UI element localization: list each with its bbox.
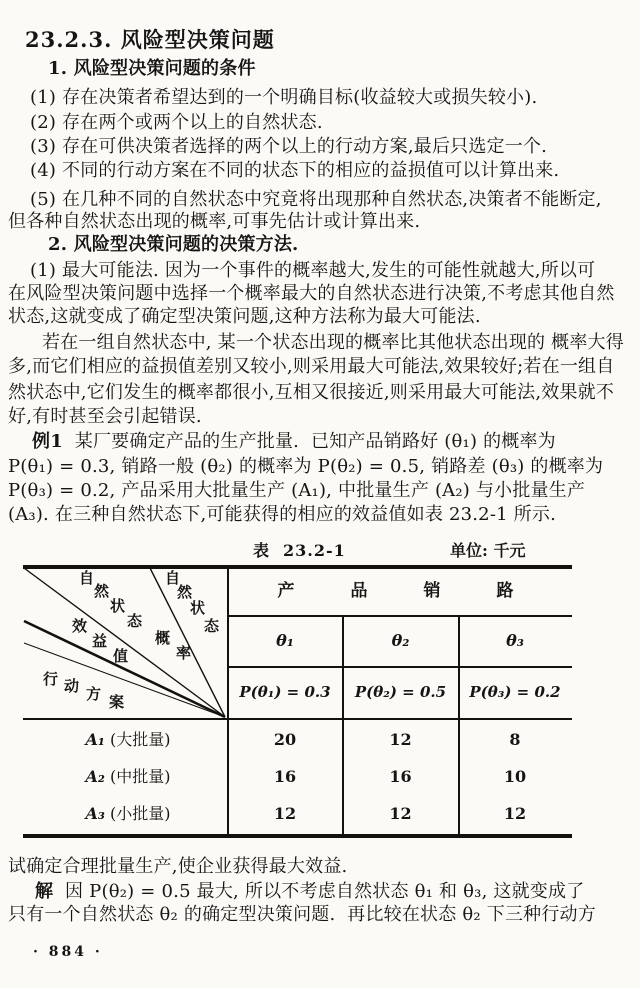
corner-label-char: 状: [110, 597, 126, 615]
corner-label-char: 方: [86, 685, 102, 703]
column-group-header: 产品销路: [277, 581, 570, 601]
line-text: 只有一个自然状态 θ₂ 的确定型决策问题. 再比较在状态 θ₂ 下三种行动方: [8, 904, 596, 925]
corner-label-char: 效: [72, 617, 88, 635]
corner-label-char: 态: [204, 617, 220, 635]
line-lead: 2. 风险型决策问题的决策方法.: [48, 234, 299, 255]
line-text: (2) 存在两个或两个以上的自然状态.: [30, 112, 323, 133]
text-line: [8, 382, 614, 403]
action-var: A₁: [85, 730, 105, 749]
page-number: · 884 ·: [33, 944, 103, 960]
probability-cell: P(θ₁) = 0.3: [239, 683, 331, 701]
line-text: (4) 不同的行动方案在不同的状态下的相应的益损值可以计算出来.: [30, 160, 560, 181]
corner-label-char: 动: [64, 677, 80, 695]
action-var: A₂: [85, 767, 105, 786]
line-text: P(θ₃) = 0.2, 产品采用大批量生产 (A₁), 中批量生产 (A₂) 与小批量生产: [8, 480, 586, 501]
line-text: (A₃). 在三种自然状态下,可能获得的相应的效益值如表 23.2-1 所示.: [8, 504, 556, 525]
line-text: 试确定合理批量生产,使企业获得最大效益.: [8, 856, 348, 877]
value-cell: 16: [273, 767, 297, 786]
caption-label: 表: [253, 541, 270, 560]
line-lead: 例1: [32, 431, 63, 452]
corner-label-char: 自: [79, 569, 95, 587]
probability-cell: P(θ₂) = 0.5: [354, 683, 447, 701]
line-lead: 解: [35, 881, 54, 902]
value-cell: 12: [503, 804, 527, 823]
corner-label-char: 自: [165, 569, 181, 587]
text-line: [8, 904, 596, 925]
line-text: 状态,这就变成了确定型决策问题,这种方法称为最大可能法.: [8, 306, 481, 327]
line-text: 多,而它们相应的益损值差别又较小,则采用最大可能法,效果较好;若在一组自: [8, 356, 615, 377]
table-caption: [253, 538, 346, 561]
caption-number: 23.2-1: [283, 541, 346, 560]
corner-label-char: 率: [176, 644, 192, 662]
text-line: [8, 406, 202, 427]
probability-cell: P(θ₃) = 0.2: [469, 683, 561, 701]
text-line: [35, 881, 584, 902]
line-text: 好,有时甚至会引起错误.: [8, 406, 202, 427]
column-header: θ₂: [391, 631, 410, 650]
line-lead: 1. 风险型决策问题的条件: [48, 58, 256, 79]
column-header: θ₁: [276, 631, 294, 650]
corner-label-char: 值: [113, 647, 129, 665]
row-label: [31, 759, 225, 795]
line-text: 然状态中,它们发生的概率都很小,互相又很接近,则采用最大可能法,效果就不: [8, 382, 615, 403]
corner-label-char: 益: [92, 632, 108, 650]
action-var: A₃: [85, 804, 105, 823]
value-cell: 20: [273, 730, 297, 749]
text-line: [30, 112, 323, 133]
text-line: [48, 234, 299, 255]
column-header: θ₃: [506, 631, 524, 650]
table-unit-label: 单位: 千元: [450, 541, 526, 560]
text-line: [8, 283, 615, 304]
text-line: [30, 160, 559, 181]
text-line: [8, 856, 347, 877]
value-cell: 16: [389, 767, 412, 786]
line-text: 某厂要确定产品的生产批量. 已知产品销路好 (θ₁) 的概率为: [62, 431, 556, 452]
text-line: [30, 189, 602, 210]
text-line: [30, 260, 595, 281]
corner-label-char: 案: [109, 693, 125, 711]
line-text: (3) 存在可供决策者选择的两个以上的行动方案,最后只选定一个.: [30, 136, 548, 157]
value-cell: 12: [273, 804, 297, 823]
value-cell: 10: [503, 767, 527, 786]
text-line: [30, 136, 547, 157]
value-cell: 8: [509, 730, 521, 749]
action-note: (小批量): [104, 804, 171, 823]
line-text: 因 P(θ₂) = 0.5 最大, 所以不考虑自然状态 θ₁ 和 θ₃, 这就变成了: [53, 881, 585, 902]
text-line: [8, 480, 585, 501]
text-line: [30, 87, 537, 108]
text-line: [42, 332, 624, 353]
text-line: [8, 211, 420, 232]
text-line: [48, 58, 256, 79]
corner-label-char: 然: [177, 583, 193, 601]
line-text: P(θ₁) = 0.3, 销路一般 (θ₂) 的概率为 P(θ₂) = 0.5, 销路差 (θ₃) 的概率为: [8, 456, 604, 477]
corner-label-char: 然: [94, 582, 110, 600]
corner-label-char: 态: [127, 612, 143, 630]
line-text: (5) 在几种不同的自然状态中究竟将出现那种自然状态,决策者不能断定,: [30, 189, 602, 210]
value-cell: 12: [389, 804, 412, 823]
line-text: 若在一组自然状态中, 某一个状态出现的概率比其他状态出现的 概率大得: [42, 332, 624, 353]
decision-table: [23, 565, 572, 838]
corner-label-char: 行: [43, 670, 59, 688]
text-line: [8, 456, 603, 477]
table-bottom-border: [23, 834, 572, 838]
text-line: [32, 431, 556, 452]
line-text: (1) 存在决策者希望达到的一个明确目标(收益较大或损失较小).: [30, 87, 538, 108]
header-diagonal-lines: [23, 565, 227, 719]
line-text: 在风险型决策问题中选择一个概率最大的自然状态进行决策,不考虑其他自然: [8, 283, 615, 304]
value-cell: 12: [389, 730, 412, 749]
row-label: [31, 721, 225, 759]
text-line: [8, 504, 556, 525]
action-note: (中批量): [104, 767, 171, 786]
section-heading: 23.2.3. 风险型决策问题: [25, 27, 275, 52]
corner-label-char: 概: [155, 629, 171, 647]
action-note: (大批量): [104, 730, 171, 749]
row-label: [31, 795, 225, 833]
text-line: [8, 356, 614, 377]
text-line: [8, 306, 481, 327]
line-text: 但各种自然状态出现的概率,可事先估计或计算出来.: [8, 211, 421, 232]
corner-label-char: 状: [190, 599, 206, 617]
line-text: (1) 最大可能法. 因为一个事件的概率越大,发生的可能性就越大,所以可: [30, 260, 596, 281]
